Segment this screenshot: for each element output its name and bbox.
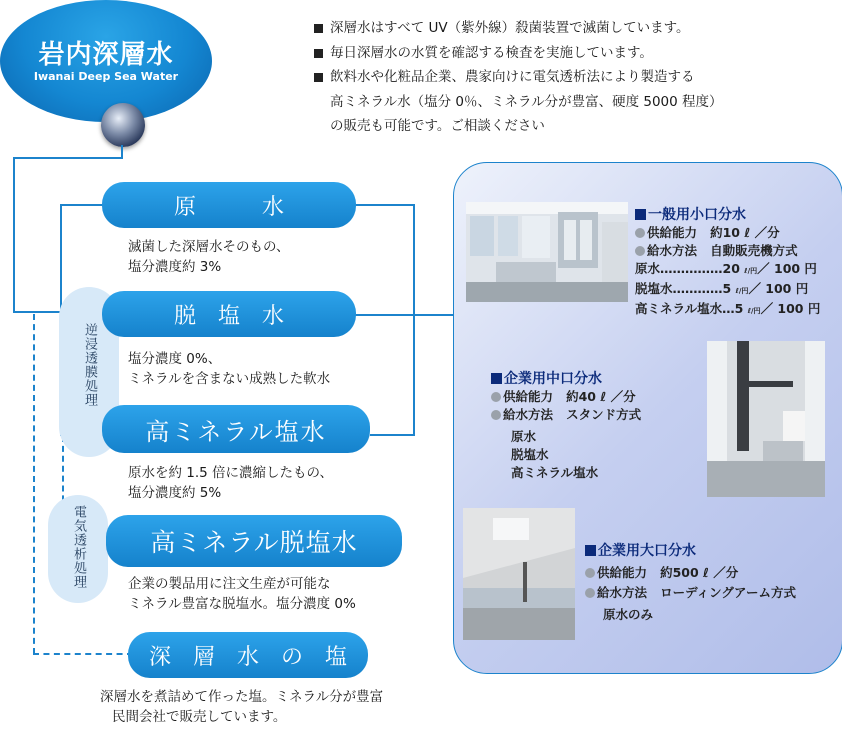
price-row: 脱塩水…………5 ℓ/円／ 100 円: [635, 281, 809, 296]
price-row: 原水……………20 ℓ/円／ 100 円: [635, 261, 817, 276]
loading-arm-photo: [463, 508, 575, 640]
product-high-mineral-desalted-water: 高ミネラル脱塩水: [106, 515, 402, 567]
connector-line: [355, 314, 455, 316]
brand-subtitle: Iwanai Deep Sea Water: [33, 70, 179, 83]
connector-line: [355, 204, 415, 206]
note-inspection: 毎日深層水の水質を確認する検査を実施しています。: [312, 41, 723, 66]
bullet-dot-icon: [585, 588, 595, 598]
business-large-distribution: 企業用大口分水 供給能力 約500 ℓ ／分 給水方法 ローディングアーム方式 原水のみ: [585, 540, 796, 624]
connector-line: [60, 204, 104, 206]
square-icon: [491, 373, 502, 384]
product-high-mineral-desalted-desc: 企業の製品用に注文生産が可能な ミネラル豊富な脱塩水。塩分濃度 0%: [128, 576, 356, 612]
connector-line: [13, 157, 15, 313]
stand-station-image: [707, 341, 825, 497]
note-uv: 深層水はすべて UV（紫外線）殺菌装置で滅菌しています。: [312, 16, 723, 41]
medium-item: 脱塩水: [511, 447, 549, 462]
medium-item: 高ミネラル塩水: [511, 465, 599, 480]
vending-station-image: [466, 202, 628, 302]
product-desalted-desc: 塩分濃度 0%、 ミネラルを含まない成熟した軟水: [128, 351, 331, 387]
product-salt-desc: 深層水を煮詰めて作った塩。ミネラル分が豊富 民間会社で販売しています。: [100, 689, 384, 725]
product-high-mineral-salt-desc: 原水を約 1.5 倍に濃縮したもの、 塩分濃度約 5%: [128, 465, 334, 501]
bullet-dot-icon: [635, 228, 645, 238]
connector-line: [413, 204, 415, 436]
brand-title: 岩内深層水: [38, 40, 174, 70]
connector-line: [370, 434, 415, 436]
vending-station-photo: [466, 202, 628, 302]
bullet-dot-icon: [491, 392, 501, 402]
product-desalted-water: 脱 塩 水: [102, 291, 356, 337]
process-reverse-osmosis: 逆浸透膜処理: [59, 287, 119, 457]
product-deep-sea-salt: 深 層 水 の 塩: [128, 632, 368, 678]
medium-item: 原水: [511, 429, 537, 444]
water-drop-icon: [101, 103, 145, 147]
bullet-dot-icon: [491, 410, 501, 420]
dashed-connector: [33, 653, 133, 655]
general-small-distribution: 一般用小口分水 供給能力 約10 ℓ ／分 給水方法 自動販売機方式 原水……………20 ℓ/円／ 100 円 脱塩水…………5 ℓ/円／ 100 円 高ミネラル塩水…5 ℓ/円／ 100 円: [635, 204, 820, 320]
square-icon: [635, 209, 646, 220]
note-high-mineral-cont: 高ミネラル水（塩分 0％、ミネラル分が豊富、硬度 5000 程度）: [330, 93, 723, 110]
bullet-dot-icon: [635, 246, 645, 256]
dashed-connector: [33, 314, 35, 654]
product-high-mineral-salt-water: 高ミネラル塩水: [102, 405, 370, 453]
product-raw-desc: 滅菌した深層水そのもの、 塩分濃度約 3%: [128, 239, 290, 275]
price-row: 高ミネラル塩水…5 ℓ/円／ 100 円: [635, 301, 821, 316]
bullet-dot-icon: [585, 568, 595, 578]
notes-list: [312, 16, 723, 139]
note-high-mineral-cont2: の販売も可能です。ご相談ください: [330, 118, 545, 134]
business-medium-distribution: 企業用中口分水 供給能力 約40 ℓ ／分 給水方法 スタンド方式 原水 脱塩水 高ミネラル塩水: [491, 368, 641, 482]
product-raw-water: 原 水: [102, 182, 356, 228]
note-high-mineral: 飲料水や化粧品企業、農家向けに電気透析法により製造する: [312, 65, 723, 90]
square-icon: [585, 545, 596, 556]
connector-line: [13, 157, 123, 159]
loading-arm-image: [463, 508, 575, 640]
process-electrodialysis: 電気透析処理: [48, 495, 108, 603]
large-item: 原水のみ: [603, 607, 654, 622]
stand-station-photo: [707, 341, 825, 497]
